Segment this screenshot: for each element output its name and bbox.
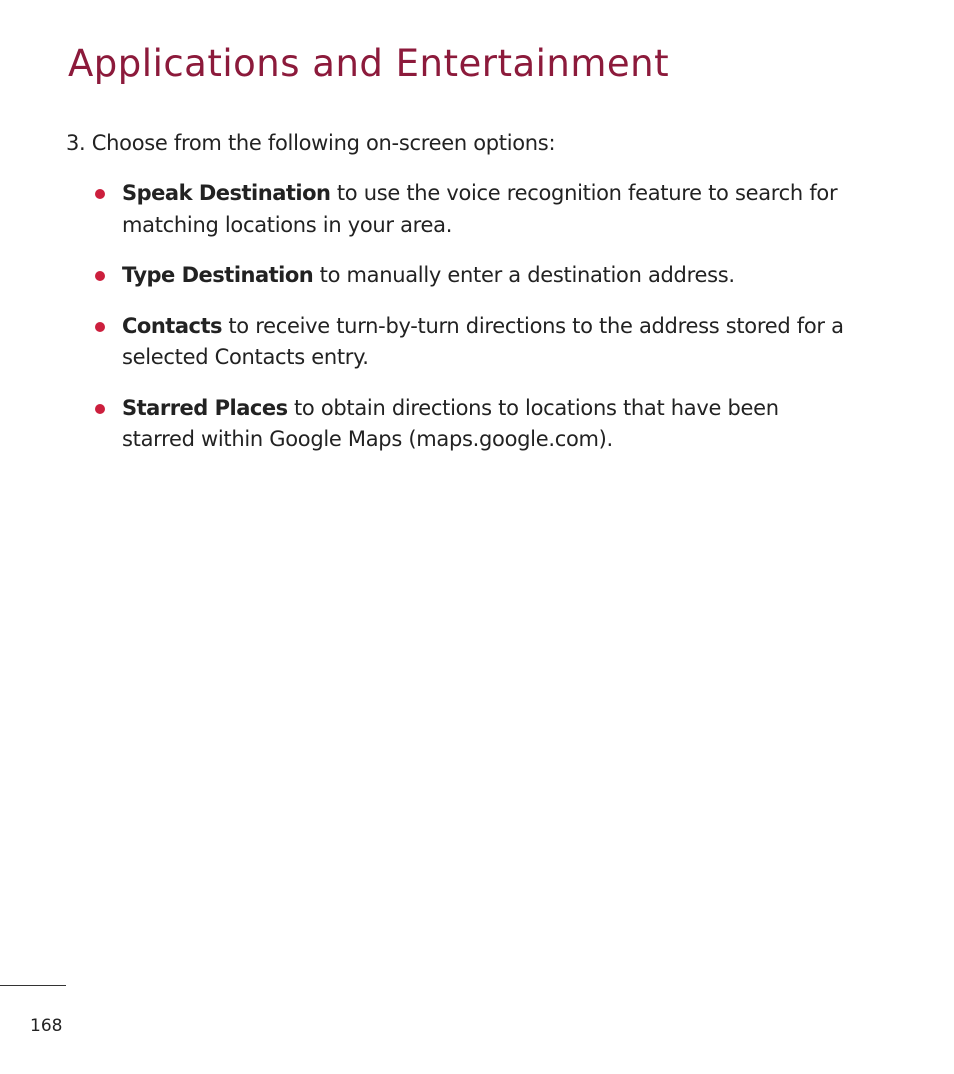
option-name: Starred Places	[122, 395, 288, 420]
option-description: to obtain directions to locations that have been starred within Google Maps (maps.google.com).	[122, 395, 779, 451]
option-contacts	[95, 311, 855, 374]
page-title: Applications and Entertainment	[68, 42, 670, 85]
option-name: Speak Destination	[122, 181, 331, 205]
bullet-icon	[95, 404, 105, 414]
page-number: 168	[30, 1016, 63, 1036]
option-type-destination	[95, 260, 855, 292]
step-instruction: 3. Choose from the following on-screen options:	[66, 131, 556, 155]
option-description: to use the voice recognition feature to search for matching locations in your area.	[122, 181, 838, 237]
option-description: to manually enter a destination address.	[313, 263, 735, 287]
option-list	[95, 178, 855, 475]
option-name: Contacts	[122, 313, 222, 338]
option-description: to receive turn-by-turn directions to the address stored for a selected Contacts entry.	[122, 313, 844, 369]
option-speak-destination	[95, 178, 855, 241]
option-starred-places	[95, 393, 855, 456]
bullet-icon	[95, 189, 105, 199]
bullet-icon	[95, 271, 105, 281]
option-name: Type Destination	[122, 263, 314, 287]
bullet-icon	[95, 322, 105, 332]
footer-rule	[0, 985, 66, 986]
